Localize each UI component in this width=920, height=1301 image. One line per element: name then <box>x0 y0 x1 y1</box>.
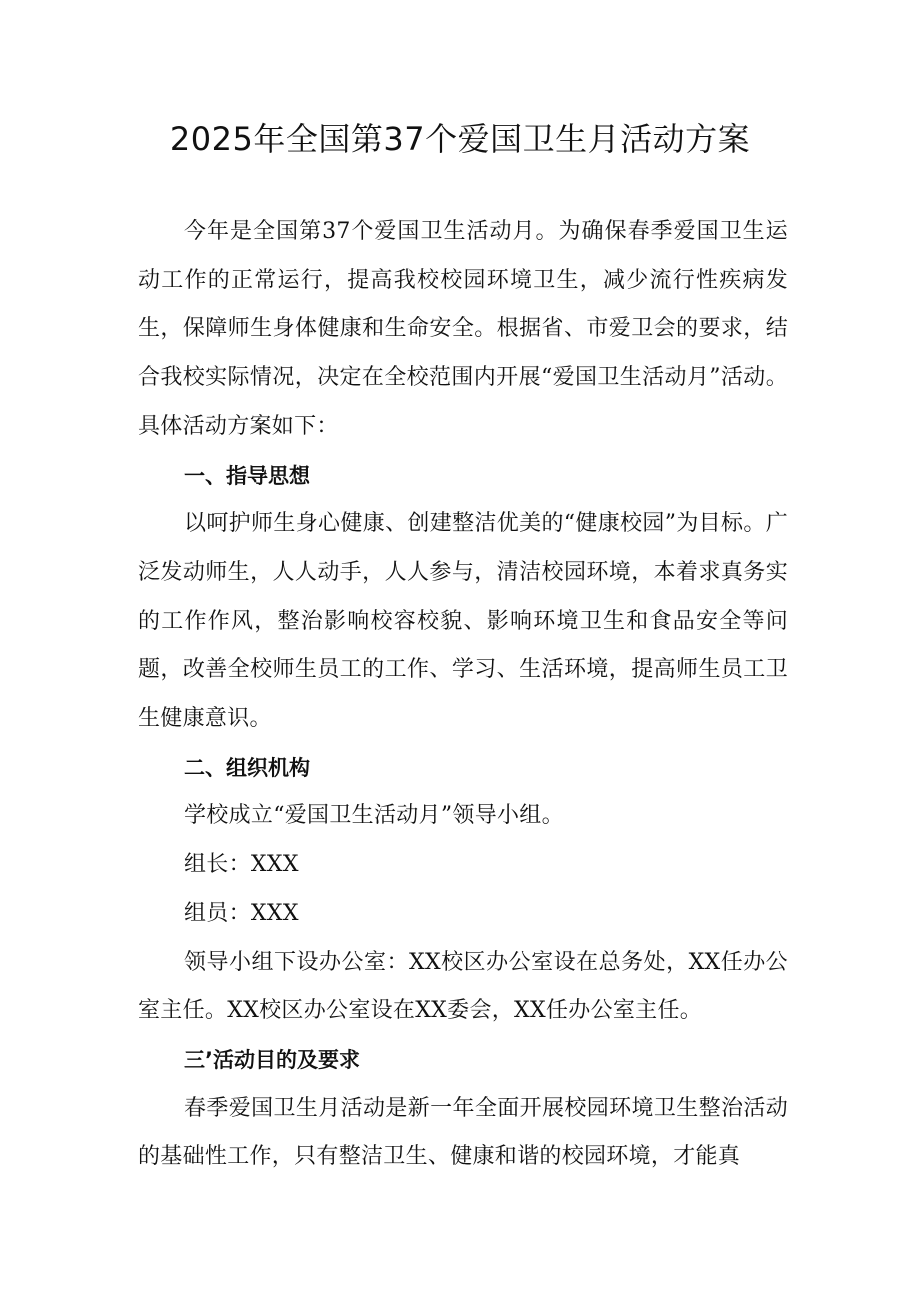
document-title: 2025年全国第37个爱国卫生月活动方案 <box>169 120 751 158</box>
group-members-line: 组员：XXX <box>184 900 299 926</box>
section-paragraph: 以呵护师生身心健康、创建整洁优美的“健康校园”为目标。广泛发动师生，人人动手，人人参与，清洁校园环境，本着求真务实的工作作风，整治影响校容校貌、影响环境卫生和食品安全等问题，改善全校师生员工的工作、学习、生活环境，提高师生员工卫生健康意识。 <box>138 511 788 732</box>
group-leader-line: 组长：XXX <box>184 852 299 878</box>
office-paragraph: 领导小组下设办公室：XX校区办公室设在总务处，XX任办公室主任。XX校区办公室设在XX委会，XX任办公室主任。 <box>138 949 788 1024</box>
section-paragraph: 春季爱国卫生月活动是新一年全面开展校园环境卫生整治活动的基础性工作，只有整洁卫生、健康和谐的校园环境，才能真 <box>138 1095 788 1170</box>
section-heading-organization: 二、组织机构 <box>184 755 310 780</box>
intro-paragraph: 今年是全国第37个爱国卫生活动月。为确保春季爱国卫生运动工作的正常运行，提高我校校园环境卫生，减少流行性疾病发生，保障师生身体健康和生命安全。根据省、市爱卫会的要求，结合我校实际情况，决定在全校范围内开展“爱国卫生活动月”活动。具体活动方案如下： <box>138 219 788 439</box>
section-heading-guiding-ideology: 一、指导思想 <box>184 463 310 488</box>
document-body <box>138 208 788 1182</box>
section-paragraph: 学校成立“爱国卫生活动月”领导小组。 <box>184 803 564 829</box>
section-heading-objectives: 三’活动目的及要求 <box>184 1047 360 1072</box>
